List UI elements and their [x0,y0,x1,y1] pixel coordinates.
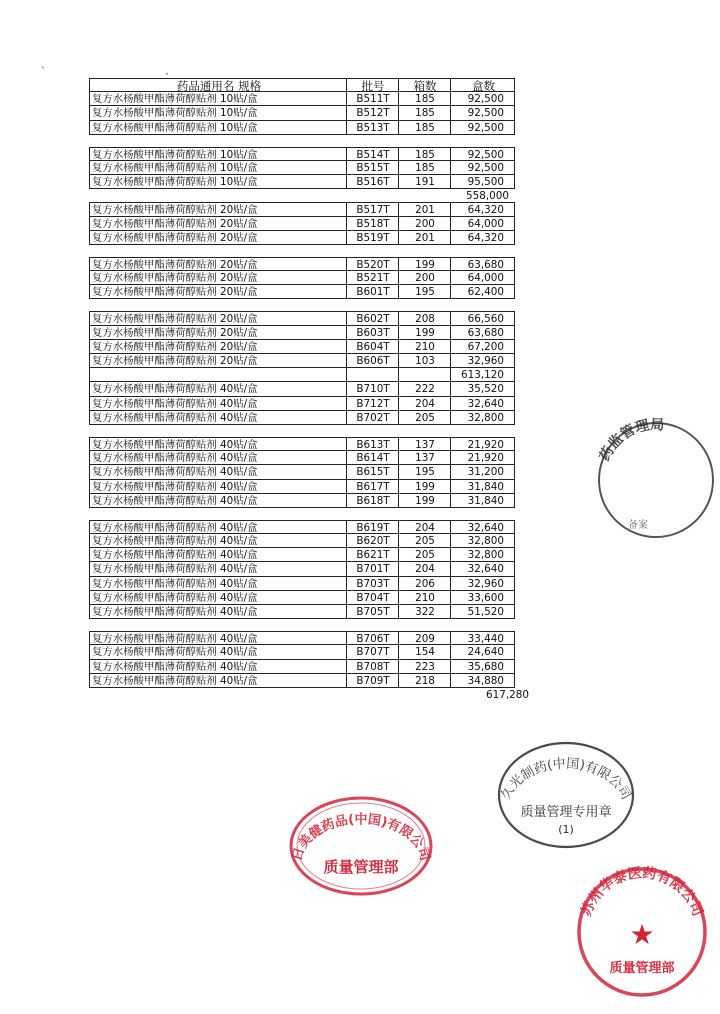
lot-cell: B515T [346,161,399,174]
table-row [89,340,515,354]
drug-name-cell: 复方水杨酸甲酯薄荷醇贴剂 40贴/盒 [92,383,258,396]
table-row [89,451,515,465]
group-gap [89,245,515,257]
boxes-cell: 200 [398,217,451,230]
side-seal [588,418,700,543]
side-seal-text: 药监管理局 [596,417,665,464]
drug-name-cell: 复方水杨酸甲酯薄荷醇贴剂 40贴/盒 [92,660,258,673]
qty-cell: 64,320 [450,231,516,244]
drug-name-cell: 复方水杨酸甲酯薄荷醇贴剂 40贴/盒 [92,452,258,465]
lot-cell: B613T [346,438,399,450]
table-row [89,285,515,299]
lot-cell: B712T [346,397,399,410]
jiuguang-seal [496,740,636,850]
qty-cell: 64,000 [450,271,516,284]
boxes-cell: 210 [398,340,451,353]
table-row [89,645,515,659]
lot-cell: B702T [346,411,399,424]
group-gap [89,619,515,631]
drug-name-cell: 复方水杨酸甲酯薄荷醇贴剂 40贴/盒 [92,438,258,451]
jiuguang-seal-number: (1) [558,823,574,836]
grand-total-row [89,688,529,701]
qty-cell: 63,680 [450,258,516,270]
table-row [89,577,515,591]
table-row [89,520,515,534]
drug-name-cell [90,368,346,381]
boxes-cell: 205 [398,534,451,547]
drug-name-cell: 复方水杨酸甲酯薄荷醇贴剂 10贴/盒 [92,93,258,106]
suzhou-seal-ring: 苏州华泰医药有限公司 [578,865,706,919]
lot-cell: B512T [346,106,399,119]
drug-name-cell: 复方水杨酸甲酯薄荷醇贴剂 20贴/盒 [92,272,258,285]
boxes-cell: 201 [398,231,451,244]
subtotal-row [89,189,515,202]
boxes-cell: 209 [398,632,451,644]
total-qty: 558,000 [466,190,509,203]
qty-cell: 92,500 [450,161,516,174]
lot-cell [346,368,399,381]
qty-cell: 31,840 [450,494,516,507]
lot-cell: B619T [346,521,399,533]
table-row [89,161,515,175]
boxes-cell: 205 [398,411,451,424]
lot-cell: B621T [346,548,399,561]
header-boxes: 箱数 [398,79,451,91]
boxes-cell: 218 [398,674,451,687]
qty-cell: 32,960 [450,577,516,590]
qty-cell: 32,640 [450,397,516,410]
drug-name-cell: 复方水杨酸甲酯薄荷醇贴剂 20贴/盒 [92,286,258,299]
lot-cell: B706T [346,632,399,644]
side-seal-small: 备案 [628,520,648,531]
group-gap [89,425,515,437]
table-row [89,397,515,411]
table-row [89,605,515,619]
drug-name-cell: 复方水杨酸甲酯薄荷醇贴剂 20贴/盒 [92,355,258,367]
qty-cell: 92,500 [450,92,516,105]
boxes-cell: 205 [398,548,451,561]
table-row [89,465,515,479]
drug-name-cell: 复方水杨酸甲酯薄荷醇贴剂 40贴/盒 [92,646,258,659]
lot-cell: B618T [346,494,399,507]
boxes-cell: 210 [398,591,451,604]
table-row [89,175,515,189]
suzhou-seal-center: 质量管理部 [609,961,675,976]
qty-cell: 32,640 [450,562,516,575]
lot-cell: B514T [346,148,399,160]
jiuguang-seal-ring: 久光制药(中国)有限公司 [498,756,634,803]
qty-cell: 32,640 [450,521,516,533]
table-row [89,92,515,106]
table-row [89,311,515,325]
table-header [89,78,515,92]
drug-name-cell: 复方水杨酸甲酯薄荷醇贴剂 10贴/盒 [92,121,258,134]
lot-cell: B703T [346,577,399,590]
qty-cell: 24,640 [450,645,516,658]
drug-name-cell: 复方水杨酸甲酯薄荷醇贴剂 10贴/盒 [92,161,258,174]
lot-cell: B603T [346,326,399,339]
boxes-cell [398,368,451,381]
drug-name-cell: 复方水杨酸甲酯薄荷醇贴剂 20贴/盒 [92,326,258,339]
lot-cell: B614T [346,451,399,464]
boxes-cell: 199 [398,494,451,507]
lot-cell: B606T [346,354,399,367]
drug-name-cell: 复方水杨酸甲酯薄荷醇贴剂 40贴/盒 [92,494,258,507]
drug-name-cell: 复方水杨酸甲酯薄荷醇贴剂 40贴/盒 [92,674,258,687]
boxes-cell: 204 [398,397,451,410]
lot-cell: B707T [346,645,399,658]
table-row [89,354,515,368]
table-row [89,591,515,605]
table-row [89,217,515,231]
lot-cell: B710T [346,382,399,395]
lot-cell: B513T [346,121,399,134]
table-row [89,494,515,508]
qty-cell: 62,400 [450,285,516,298]
qty-cell: 32,960 [450,354,516,367]
lot-cell: B516T [346,175,399,188]
table-row [89,674,515,688]
lot-cell: B602T [346,312,399,324]
boxes-cell: 185 [398,106,451,119]
total-qty: 617,280 [486,688,529,701]
qty-cell: 92,500 [450,148,516,160]
drug-name-cell: 复方水杨酸甲酯薄荷醇贴剂 40贴/盒 [92,411,258,424]
lot-cell: B704T [346,591,399,604]
drug-name-cell: 复方水杨酸甲酯薄荷醇贴剂 40贴/盒 [92,591,258,604]
scan-marks: ` , [41,67,169,77]
drug-name-cell: 复方水杨酸甲酯薄荷醇贴剂 10贴/盒 [92,107,258,120]
boxes-cell: 137 [398,438,451,450]
lot-cell: B517T [346,203,399,215]
boxes-cell: 103 [398,354,451,367]
lot-cell: B520T [346,258,399,270]
drug-name-cell: 复方水杨酸甲酯薄荷醇贴剂 20贴/盒 [92,217,258,230]
table-row [89,271,515,285]
boxes-cell: 204 [398,562,451,575]
boxes-cell: 223 [398,660,451,673]
header-name: 药品通用名 规格 [176,79,262,93]
table-row [89,121,515,135]
table-row [89,534,515,548]
drug-name-cell: 复方水杨酸甲酯薄荷醇贴剂 40贴/盒 [92,535,258,548]
qty-cell: 51,520 [450,605,516,618]
lot-cell: B519T [346,231,399,244]
boxes-cell: 206 [398,577,451,590]
qty-cell: 66,560 [450,312,516,324]
lot-cell: B604T [346,340,399,353]
drug-name-cell: 复方水杨酸甲酯薄荷醇贴剂 40贴/盒 [92,633,258,646]
drug-name-cell: 复方水杨酸甲酯薄荷醇贴剂 40贴/盒 [92,466,258,479]
qty-cell: 35,680 [450,660,516,673]
jiuguang-seal-center: 质量管理专用章 [520,805,612,820]
boxes-cell: 185 [398,121,451,134]
qty-cell: 31,840 [450,480,516,493]
qty-cell: 32,800 [450,548,516,561]
table-row [89,548,515,562]
lot-cell: B709T [346,674,399,687]
boxes-cell: 322 [398,605,451,618]
qty-cell: 95,500 [450,175,516,188]
lot-cell: B705T [346,605,399,618]
table-row [89,231,515,245]
drug-name-cell: 复方水杨酸甲酯薄荷醇贴剂 40贴/盒 [92,397,258,410]
boxes-cell: 199 [398,326,451,339]
qty-cell: 21,920 [450,438,516,450]
boxes-cell: 185 [398,161,451,174]
qty-cell: 64,320 [450,203,516,215]
boxes-cell: 185 [398,92,451,105]
group-gap [89,135,515,147]
qty-cell: 92,500 [450,106,516,119]
boxes-cell: 200 [398,271,451,284]
qty-cell: 31,200 [450,465,516,478]
qty-cell: 32,800 [450,534,516,547]
lot-cell: B601T [346,285,399,298]
svg-text:苏州华泰医药有限公司 [578,864,707,918]
table-row [89,257,515,271]
boxes-cell: 137 [398,451,451,464]
svg-text:久光制药(中国)有限公司 [499,756,634,803]
drug-name-cell: 复方水杨酸甲酯薄荷醇贴剂 20贴/盒 [92,204,258,217]
table-row [89,106,515,120]
boxes-cell: 208 [398,312,451,324]
boxes-cell: 154 [398,645,451,658]
qty-cell: 63,680 [450,326,516,339]
table-row [89,562,515,576]
table-row [89,480,515,494]
boxes-cell: 199 [398,258,451,270]
suzhou-seal [570,860,706,1000]
group-gap [89,299,515,311]
boxes-cell: 199 [398,480,451,493]
table-row [89,368,515,382]
qty-cell: 613,120 [450,368,516,381]
table-row [89,147,515,161]
drug-name-cell: 复方水杨酸甲酯薄荷醇贴剂 40贴/盒 [92,549,258,562]
lot-cell: B521T [346,271,399,284]
boxes-cell: 185 [398,148,451,160]
lot-cell: B511T [346,92,399,105]
table-row [89,382,515,396]
header-lot: 批号 [346,79,399,91]
rimei-seal-center: 质量管理部 [323,858,399,876]
drug-name-cell: 复方水杨酸甲酯薄荷醇贴剂 40贴/盒 [92,521,258,534]
table-row [89,631,515,645]
table-row [89,437,515,451]
boxes-cell: 222 [398,382,451,395]
boxes-cell: 204 [398,521,451,533]
table-row [89,202,515,216]
drug-name-cell: 复方水杨酸甲酯薄荷醇贴剂 20贴/盒 [92,340,258,353]
lot-cell: B617T [346,480,399,493]
lot-cell: B615T [346,465,399,478]
rimei-seal [288,794,434,898]
boxes-cell: 195 [398,465,451,478]
lot-cell: B701T [346,562,399,575]
drug-name-cell: 复方水杨酸甲酯薄荷醇贴剂 40贴/盒 [92,577,258,590]
drug-name-cell: 复方水杨酸甲酯薄荷醇贴剂 20贴/盒 [92,313,258,326]
qty-cell: 64,000 [450,217,516,230]
drug-name-cell: 复方水杨酸甲酯薄荷醇贴剂 40贴/盒 [92,606,258,618]
lot-table [89,78,529,701]
qty-cell: 33,600 [450,591,516,604]
svg-text:药监管理局 [596,397,671,480]
lot-cell: B518T [346,217,399,230]
lot-cell: B708T [346,660,399,673]
qty-cell: 92,500 [450,121,516,134]
qty-cell: 34,880 [450,674,516,687]
qty-cell: 21,920 [450,451,516,464]
group-gap [89,508,515,520]
rimei-seal-ring: 日美健药品(中国)有限公司 [289,812,433,863]
drug-name-cell: 复方水杨酸甲酯薄荷醇贴剂 40贴/盒 [92,563,258,576]
table-row [89,660,515,674]
qty-cell: 67,200 [450,340,516,353]
drug-name-cell: 复方水杨酸甲酯薄荷醇贴剂 20贴/盒 [92,258,258,271]
lot-cell: B620T [346,534,399,547]
qty-cell: 33,440 [450,632,516,644]
boxes-cell: 191 [398,175,451,188]
drug-name-cell: 复方水杨酸甲酯薄荷醇贴剂 40贴/盒 [92,480,258,493]
star-icon: ★ [629,918,655,951]
drug-name-cell: 复方水杨酸甲酯薄荷醇贴剂 10贴/盒 [92,148,258,161]
table-row [89,326,515,340]
boxes-cell: 201 [398,203,451,215]
header-qty: 盒数 [450,79,516,91]
table-row [89,411,515,425]
boxes-cell: 195 [398,285,451,298]
drug-name-cell: 复方水杨酸甲酯薄荷醇贴剂 10贴/盒 [92,176,258,189]
qty-cell: 35,520 [450,382,516,395]
drug-name-cell: 复方水杨酸甲酯薄荷醇贴剂 20贴/盒 [92,231,258,244]
qty-cell: 32,800 [450,411,516,424]
